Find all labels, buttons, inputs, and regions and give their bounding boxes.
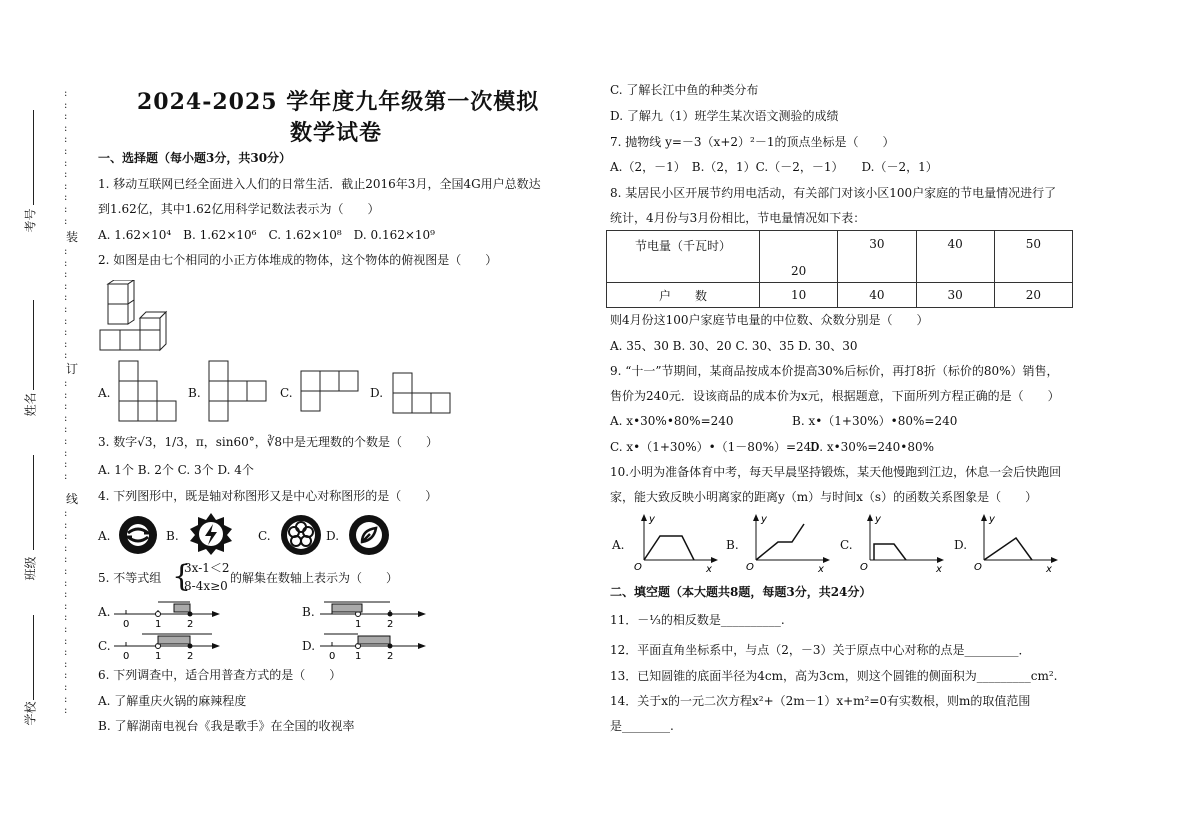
q8-question: 则4月份这100户家庭节电量的中位数、众数分别是（ ） — [610, 313, 929, 327]
q10c-x: x — [936, 564, 942, 574]
exam-title: 2024-2025 学年度九年级第一次模拟 — [137, 89, 540, 115]
q4-option-a-figure — [118, 515, 158, 555]
table-header-households: 户 数 — [607, 283, 760, 308]
q5-option-d-numberline — [318, 628, 428, 662]
table-cell-households-3: 30 — [916, 283, 994, 308]
q2-option-c-label: C. — [280, 386, 293, 400]
q7-stem: 7. 抛物线 y=－3（x+2）²－1的顶点坐标是（ ） — [610, 135, 895, 149]
q5b-tick-1: 1 — [355, 619, 362, 630]
q10-option-d-graph — [970, 510, 1060, 574]
q2-option-d-label: D. — [370, 386, 384, 400]
q5d-tick-1: 1 — [355, 651, 362, 662]
q8-electricity-table — [606, 230, 1073, 308]
q10b-y: y — [761, 514, 767, 525]
seal-dots-mid: : : : : : : : : : : — [64, 246, 69, 362]
q5-option-c-label: C. — [98, 639, 111, 653]
q2-stem: 2. 如图是由七个相同的小正方体堆成的物体，这个物体的俯视图是（ ） — [98, 253, 498, 267]
q4-option-b-figure — [189, 512, 233, 556]
q4-stem: 4. 下列图形中，既是轴对称图形又是中心对称图形的是（ ） — [98, 489, 438, 503]
q10-option-a-label: A. — [612, 538, 625, 552]
q6-option-c: C. 了解长江中鱼的种类分布 — [610, 83, 759, 97]
q10-option-c-graph — [856, 510, 948, 574]
name-label: 姓名 — [23, 392, 38, 417]
q3-stem: 3. 数字√3，1/3，π，sin60°，∛8中是无理数的个数是（ ） — [98, 435, 439, 449]
q5-brace: { — [172, 559, 192, 594]
q2-option-d-figure — [392, 372, 452, 414]
q14-line2: 是________. — [610, 719, 674, 733]
q10-option-b-label: B. — [726, 538, 739, 552]
q5d-tick-0: 0 — [329, 651, 336, 662]
q5-option-b-numberline — [318, 596, 428, 630]
q5-option-d-label: D. — [302, 639, 316, 653]
exam-subtitle: 数学试卷 — [290, 120, 383, 146]
q2-cube-figure — [98, 280, 170, 352]
q10b-o: O — [746, 562, 754, 573]
q5-option-a-label: A. — [98, 605, 111, 619]
q5-inequality-1: 3x-1＜2 — [184, 561, 230, 575]
q10a-x: x — [706, 564, 712, 574]
q2-option-c-figure — [300, 370, 360, 412]
q10-line2: 家，能大致反映小明离家的距离y（m）与时间x（s）的函数关系图象是（ ） — [610, 490, 1038, 504]
q5b-tick-2: 2 — [387, 619, 394, 630]
q6-option-b: B. 了解湖南电视台《我是歌手》在全国的收视率 — [98, 719, 355, 733]
q5-inequality-2: 8-4x≥0 — [184, 579, 228, 593]
table-header-savings: 节电量（千瓦时） — [607, 231, 760, 283]
q11: 11．－⅓的相反数是__________. — [610, 613, 785, 627]
section-choice-heading: 一、选择题（每小题3分，共30分） — [98, 151, 292, 165]
q10b-x: x — [818, 564, 824, 574]
q4-option-b-label: B. — [166, 529, 179, 543]
q10d-o: O — [974, 562, 982, 573]
q4-option-c-label: C. — [258, 529, 271, 543]
line-char: 线 — [66, 492, 79, 506]
q9-option-a: A. x•30%•80%=240 — [610, 414, 734, 428]
table-cell-savings-2: 30 — [838, 231, 916, 283]
order-char: 订 — [66, 362, 79, 376]
q7-options: A.（2，－1） B.（2，1）C.（－2，－1） D.（－2，1） — [610, 160, 938, 174]
q12: 12．平面直角坐标系中，与点（2，－3）关于原点中心对称的点是_________． — [610, 643, 1031, 657]
q6-option-a: A. 了解重庆火锅的麻辣程度 — [98, 694, 247, 708]
q10-option-c-label: C. — [840, 538, 853, 552]
q5d-tick-2: 2 — [387, 651, 394, 662]
name-line — [33, 300, 34, 390]
q2-option-a-figure — [118, 360, 178, 422]
q6-option-d: D. 了解九（1）班学生某次语文测验的成绩 — [610, 109, 839, 123]
exam-number-line — [33, 110, 34, 205]
q10c-y: y — [875, 514, 881, 525]
q4-option-d-label: D. — [326, 529, 340, 543]
q10-option-d-label: D. — [954, 538, 968, 552]
table-cell-savings-4: 50 — [994, 231, 1072, 283]
q10a-y: y — [649, 514, 655, 525]
q3-options: A. 1个 B. 2个 C. 3个 D. 4个 — [98, 463, 254, 477]
q5c-tick-1: 1 — [155, 651, 162, 662]
q9-option-c: C. x•（1+30%）•（1－80%）=240 — [610, 440, 819, 454]
school-line — [33, 615, 34, 700]
q2-option-b-figure — [208, 360, 268, 422]
q4-option-c-figure — [280, 514, 322, 556]
q10d-x: x — [1046, 564, 1052, 574]
q9-line1: 9. “十一”节期间，某商品按成本价提高30%后标价，再打8折（标价的80%）销售， — [610, 364, 1059, 378]
q10-line1: 10.小明为准备体育中考，每天早晨坚持锻炼，某天他慢跑到江边，休息一会后快跑回 — [610, 465, 1062, 479]
order-dots: : : : : : : : : : — [64, 378, 69, 482]
q5-option-a-numberline — [112, 596, 222, 630]
q2-option-a-label: A. — [98, 386, 111, 400]
table-cell-households-2: 40 — [838, 283, 916, 308]
q1-line2: 到1.62亿，其中1.62亿用科学记数法表示为（ ） — [98, 202, 380, 216]
q9-line2: 售价为240元．设该商品的成本价为x元，根据题意，下面所列方程正确的是（ ） — [610, 389, 1060, 403]
q10-option-b-graph — [742, 510, 832, 574]
q2-option-b-label: B. — [188, 386, 201, 400]
q14-line1: 14．关于x的一元二次方程x²+（2m－1）x+m²=0有实数根，则m的取值范围 — [610, 694, 1031, 708]
table-cell-households-1: 10 — [760, 283, 838, 308]
q5a-tick-0: 0 — [123, 619, 130, 630]
q5-prefix: 5. 不等式组 — [98, 571, 162, 585]
table-cell-households-4: 20 — [994, 283, 1072, 308]
q5-option-c-numberline — [112, 628, 222, 662]
q10a-o: O — [634, 562, 642, 573]
q10d-y: y — [989, 514, 995, 525]
class-line — [33, 455, 34, 550]
section-fill-heading: 二、填空题（本大题共8题，每题3分，共24分） — [610, 585, 872, 599]
seal-dots-top: : : : : : : : : : : : : — [64, 88, 69, 227]
line-dots: : : : : : : : : : : : : : : : : : : — [64, 508, 69, 717]
q9-option-b: B. x•（1+30%）•80%=240 — [792, 414, 958, 428]
q1-options: A. 1.62×10⁴ B. 1.62×10⁶ C. 1.62×10⁸ D. 0.162×10⁹ — [98, 228, 435, 242]
q10-option-a-graph — [630, 510, 720, 574]
q5c-tick-0: 0 — [123, 651, 130, 662]
table-cell-savings-1: 20 — [760, 231, 838, 283]
q5-option-b-label: B. — [302, 605, 315, 619]
class-label: 班级 — [23, 556, 38, 581]
q10c-o: O — [860, 562, 868, 573]
seal-char: 装 — [66, 230, 79, 244]
q6-stem: 6. 下列调查中，适合用普查方式的是（ ） — [98, 668, 342, 682]
q5c-tick-2: 2 — [187, 651, 194, 662]
q9-option-d: D. x•30%=240•80% — [810, 440, 935, 454]
q5-suffix: 的解集在数轴上表示为（ ） — [230, 571, 399, 585]
q4-option-d-figure — [348, 514, 390, 556]
exam-number-label: 考号 — [23, 208, 38, 233]
q8-line2: 统计，4月份与3月份相比，节电量情况如下表： — [610, 211, 866, 225]
school-label: 学校 — [23, 701, 38, 726]
q13: 13．已知圆锥的底面半径为4cm，高为3cm，则这个圆锥的侧面积为_________cm². — [610, 669, 1058, 683]
q1-line1: 1. 移动互联网已经全面进入人们的日常生活．截止2016年3月，全国4G用户总数达 — [98, 177, 541, 191]
q8-line1: 8. 某居民小区开展节约用电活动，有关部门对该小区100户家庭的节电量情况进行了 — [610, 186, 1057, 200]
q5a-tick-1: 1 — [155, 619, 162, 630]
q4-option-a-label: A. — [98, 529, 111, 543]
q8-options: A. 35、30 B. 30、20 C. 30、35 D. 30、30 — [610, 339, 858, 353]
table-cell-savings-3: 40 — [916, 231, 994, 283]
q5a-tick-2: 2 — [187, 619, 194, 630]
